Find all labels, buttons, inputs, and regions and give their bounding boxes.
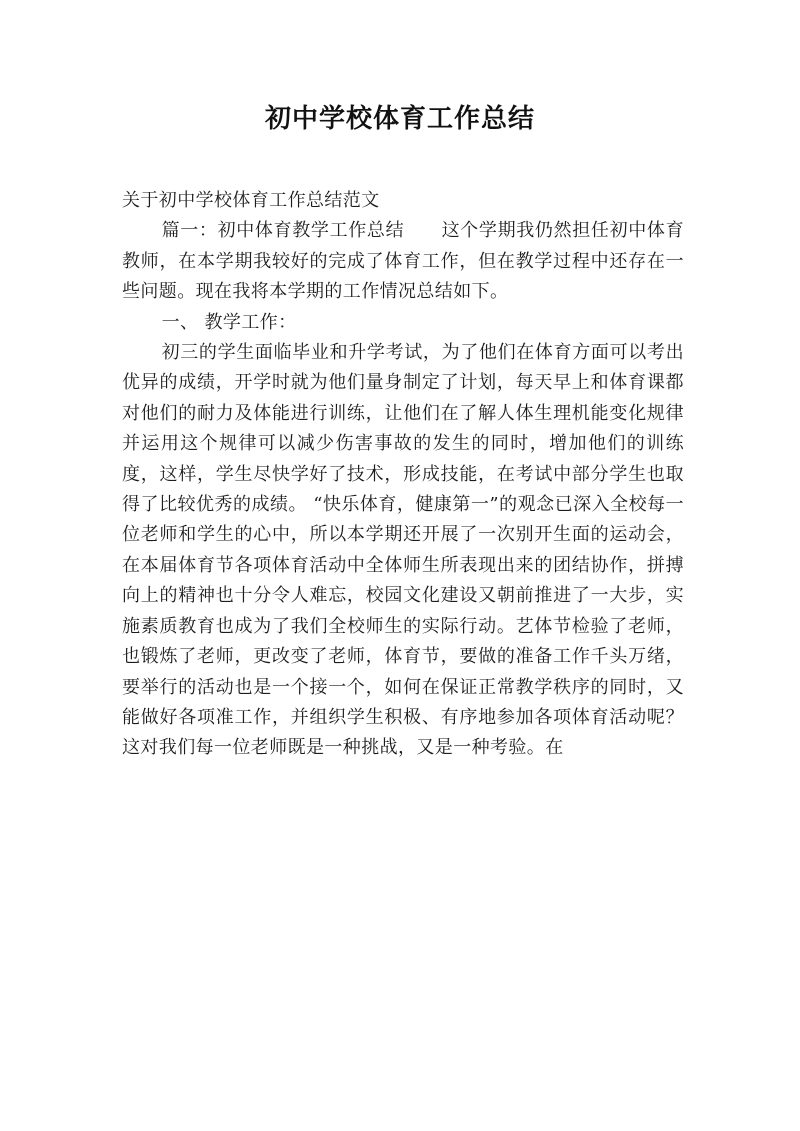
document-body <box>122 186 684 764</box>
paragraph-intro: 篇一：初中体育教学工作总结 这个学期我仍然担任初中体育教师，在本学期我较好的完成了体育工作，但在教学过程中还存在一些问题。现在我将本学期的工作情况总结如下。 <box>122 220 684 303</box>
document-subtitle: 关于初中学校体育工作总结范文 <box>122 190 380 211</box>
paragraph-teaching-work: 初三的学生面临毕业和升学考试，为了他们在体育方面可以考出优异的成绩，开学时就为他们量身制定了计划，每天早上和体育课都对他们的耐力及体能进行训练，让他们在了解人体生理机能变化规律并运用这个规律可以减少伤害事故的发生的同时，增加他们的训练度，这样，学生尽快学好了技术，形成技能，在考试中部分学生也取得了比较优秀的成绩。 “快乐体育，健康第一”的观念已深入全校每一位老师和学生的心中，所以本学期还开展了一次别开生面的运动会，在本届体育节各项体育活动中全体师生所表现出来的团结协作，拼搏向上的精神也十分令人难忘，校园文化建设又朝前推进了一大步，实施素质教育也成为了我们全校师生的实际行动。艺体节检验了老师，也锻炼了老师，更改变了老师，体育节，要做的准备工作千头万绪，要举行的活动也是一个接一个，如何在保证正常教学秩序的同时，又能做好各项准工作，并组织学生积极、有序地参加各项体育活动呢？这对我们每一位老师既是一种挑战，又是一种考验。在 <box>122 342 684 759</box>
document-title: 初中学校体育工作总结 <box>264 104 535 134</box>
section-heading-teaching: 一、 教学工作： <box>161 311 297 333</box>
